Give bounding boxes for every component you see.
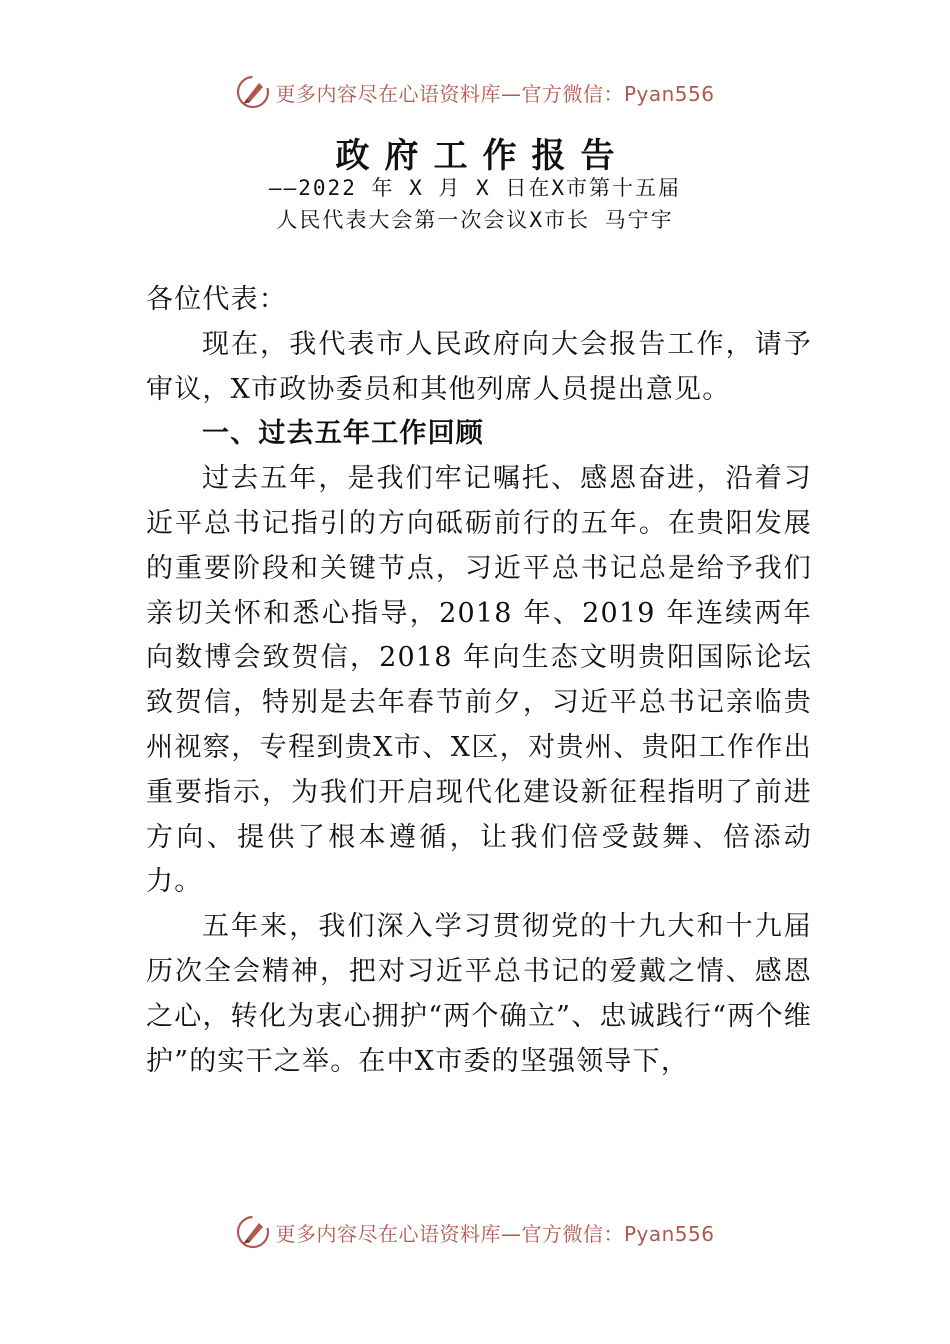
body-paragraph-review: 过去五年，是我们牢记嘱托、感恩奋进，沿着习近平总书记指引的方向砥砺前行的五年。在贵阳发展的重要阶段和关键节点，习近平总书记总是给予我们亲切关怀和悉心指导，2018 年、2019 年连续两年向数博会致贺信，2018 年向生态文明贵阳国际论坛致贺信，特别是去年春节前夕，习近平总书记亲临贵州视察，专程到贵X市、X区，对贵州、贵阳工作作出重要指示，为我们开启现代化建设新征程指明了前进方向、提供了根本遵循，让我们倍受鼓舞、倍添动力。: [146, 463, 812, 898]
body-paragraph-intro: 现在，我代表市人民政府向大会报告工作，请予审议，X市政协委员和其他列席人员提出意见。: [146, 328, 812, 405]
watermark-text: 更多内容尽在心语资料库—官方微信：Pyan556: [275, 81, 715, 106]
header-watermark: [0, 72, 950, 112]
salutation: 各位代表：: [146, 284, 287, 315]
document-subtitle-date: ——2022 年 X 月 X 日在X市第十五届: [268, 176, 681, 200]
pen-nib-logo-icon: [235, 1214, 271, 1250]
section-heading: 一、过去五年工作回顾: [202, 418, 484, 450]
body-paragraph-five-years: 五年来，我们深入学习贯彻党的十九大和十九届历次全会精神，把对习近平总书记的爱戴之情、感恩之心，转化为衷心拥护“两个确立”、忠诚践行“两个维护”的实干之举。在中X市委的坚强领导下，: [146, 911, 812, 1077]
watermark-text: 更多内容尽在心语资料库—官方微信：Pyan556: [275, 1221, 715, 1246]
document-subtitle-speaker: 人民代表大会第一次会议X市长 马宁宇: [276, 208, 674, 232]
document-title: 政府工作报告: [335, 136, 630, 176]
pen-nib-logo-icon: [235, 74, 271, 110]
footer-watermark: [0, 1212, 950, 1252]
document-body: [146, 278, 812, 1084]
